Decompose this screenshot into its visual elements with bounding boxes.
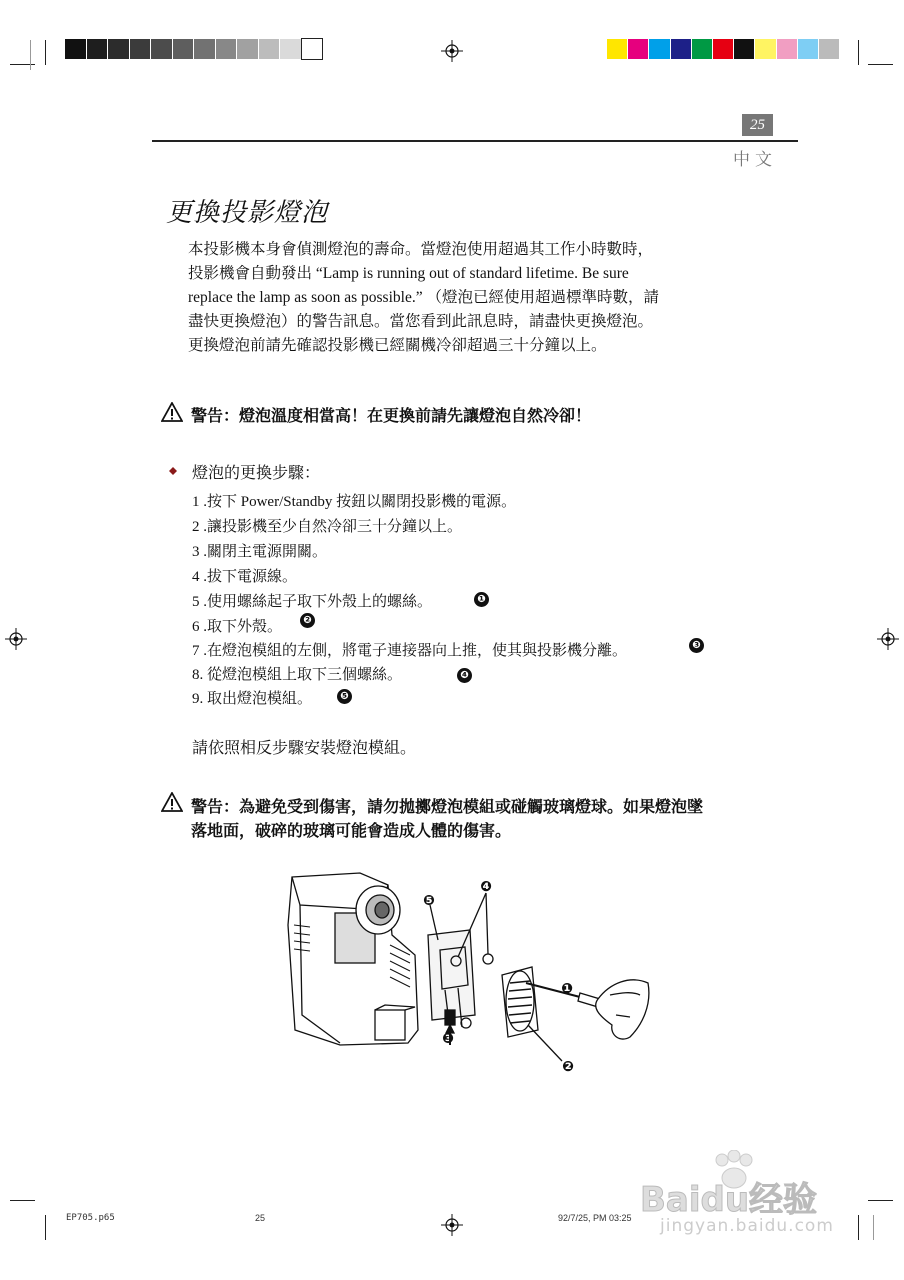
calibration-swatch <box>108 39 129 59</box>
step-item: 6 .取下外殼。 <box>192 619 283 635</box>
calibration-swatch <box>671 39 691 59</box>
step-item: 5 .使用螺絲起子取下外殼上的螺絲。 <box>192 594 433 610</box>
calibration-swatch <box>819 39 839 59</box>
calibration-swatch <box>755 39 775 59</box>
warning-triangle-icon <box>161 792 183 812</box>
footer-page: 25 <box>255 1213 266 1223</box>
baidu-watermark <box>640 1150 890 1250</box>
footer-date: 92/7/25, PM 03:25 <box>558 1213 632 1223</box>
step-marker-4: ❹ <box>457 668 472 683</box>
calibration-swatch <box>607 39 627 59</box>
calibration-swatch <box>130 39 151 59</box>
reassemble-note: 請依照相反步驟安裝燈泡模組。 <box>192 740 417 757</box>
step-marker-2: ❷ <box>300 613 315 628</box>
intro-line: 本投影機本身會偵測燈泡的壽命。當燈泡使用超過其工作小時數時， <box>188 241 654 258</box>
step-item: 1 .按下 Power/Standby 按鈕以關閉投影機的電源。 <box>192 494 517 510</box>
calibration-swatch <box>280 39 301 59</box>
step-item: 3 .關閉主電源開關。 <box>192 544 328 560</box>
figure-label-2: ❷ <box>562 1059 574 1075</box>
calibration-swatch <box>65 39 86 59</box>
calibration-swatch <box>713 39 733 59</box>
step-marker-5: ❺ <box>337 689 352 704</box>
calibration-swatch <box>692 39 712 59</box>
footer-filename: EP705.p65 <box>66 1213 115 1223</box>
step-item: 4 .拔下電源線。 <box>192 569 298 585</box>
calibration-swatch <box>649 39 669 59</box>
figure-label-1: ❶ <box>561 981 573 997</box>
figure-label-3: ❸ <box>442 1031 454 1047</box>
watermark-brand: Baidu经验 <box>640 1180 818 1220</box>
page-number-badge: 25 <box>742 114 773 136</box>
step-item: 7 .在燈泡模組的左側，將電子連接器向上推，使其與投影機分離。 <box>192 643 628 659</box>
warning-triangle-icon <box>161 402 183 422</box>
intro-line: 投影機會自動發出 “Lamp is running out of standard lifetime. Be sure <box>188 265 629 282</box>
warning-glass-line1: 警告：為避免受到傷害，請勿拋擲燈泡模組或碰觸玻璃燈球。如果燈泡墜 <box>191 797 704 816</box>
section-title: 更換投影燈泡 <box>166 198 329 228</box>
calibration-swatch <box>734 39 754 59</box>
calibration-swatch <box>777 39 797 59</box>
calibration-swatch <box>628 39 648 59</box>
watermark-url: jingyan.baidu.com <box>660 1216 834 1236</box>
calibration-swatch <box>259 39 280 59</box>
calibration-swatch <box>798 39 818 59</box>
step-item: 2 .讓投影機至少自然冷卻三十分鐘以上。 <box>192 519 463 535</box>
intro-line: 更換燈泡前請先確認投影機已經關機冷卻超過三十分鐘以上。 <box>188 337 607 354</box>
lamp-replacement-illustration <box>280 865 660 1080</box>
step-marker-3: ❸ <box>689 638 704 653</box>
bullet-diamond-icon <box>168 466 178 476</box>
header-rule <box>152 140 798 142</box>
intro-line: replace the lamp as soon as possible.” （燈泡已經使用超過標準時數，請 <box>188 289 659 306</box>
calibration-swatch <box>194 39 215 59</box>
calibration-swatch <box>237 39 258 59</box>
calibration-swatch <box>173 39 194 59</box>
language-label: 中文 <box>733 150 777 170</box>
figure-label-5: ❺ <box>423 893 435 909</box>
calibration-swatch <box>302 39 323 59</box>
calibration-swatch <box>151 39 172 59</box>
registration-target-icon <box>877 628 899 650</box>
steps-heading: 燈泡的更換步驟： <box>192 465 321 482</box>
registration-target-icon <box>441 40 463 62</box>
calibration-swatch <box>216 39 237 59</box>
step-item: 9. 取出燈泡模組。 <box>192 691 313 707</box>
step-item: 8. 從燈泡模組上取下三個螺絲。 <box>192 667 403 683</box>
calibration-swatch <box>87 39 108 59</box>
registration-target-icon <box>5 628 27 650</box>
registration-target-icon <box>441 1214 463 1236</box>
intro-line: 盡快更換燈泡）的警告訊息。當您看到此訊息時，請盡快更換燈泡。 <box>188 313 654 330</box>
step-marker-1: ❶ <box>474 592 489 607</box>
warning-heat: 警告：燈泡溫度相當高！在更換前請先讓燈泡自然冷卻！ <box>191 406 592 425</box>
warning-glass-line2: 落地面，破碎的玻璃可能會造成人體的傷害。 <box>191 821 512 840</box>
figure-label-4: ❹ <box>480 879 492 895</box>
